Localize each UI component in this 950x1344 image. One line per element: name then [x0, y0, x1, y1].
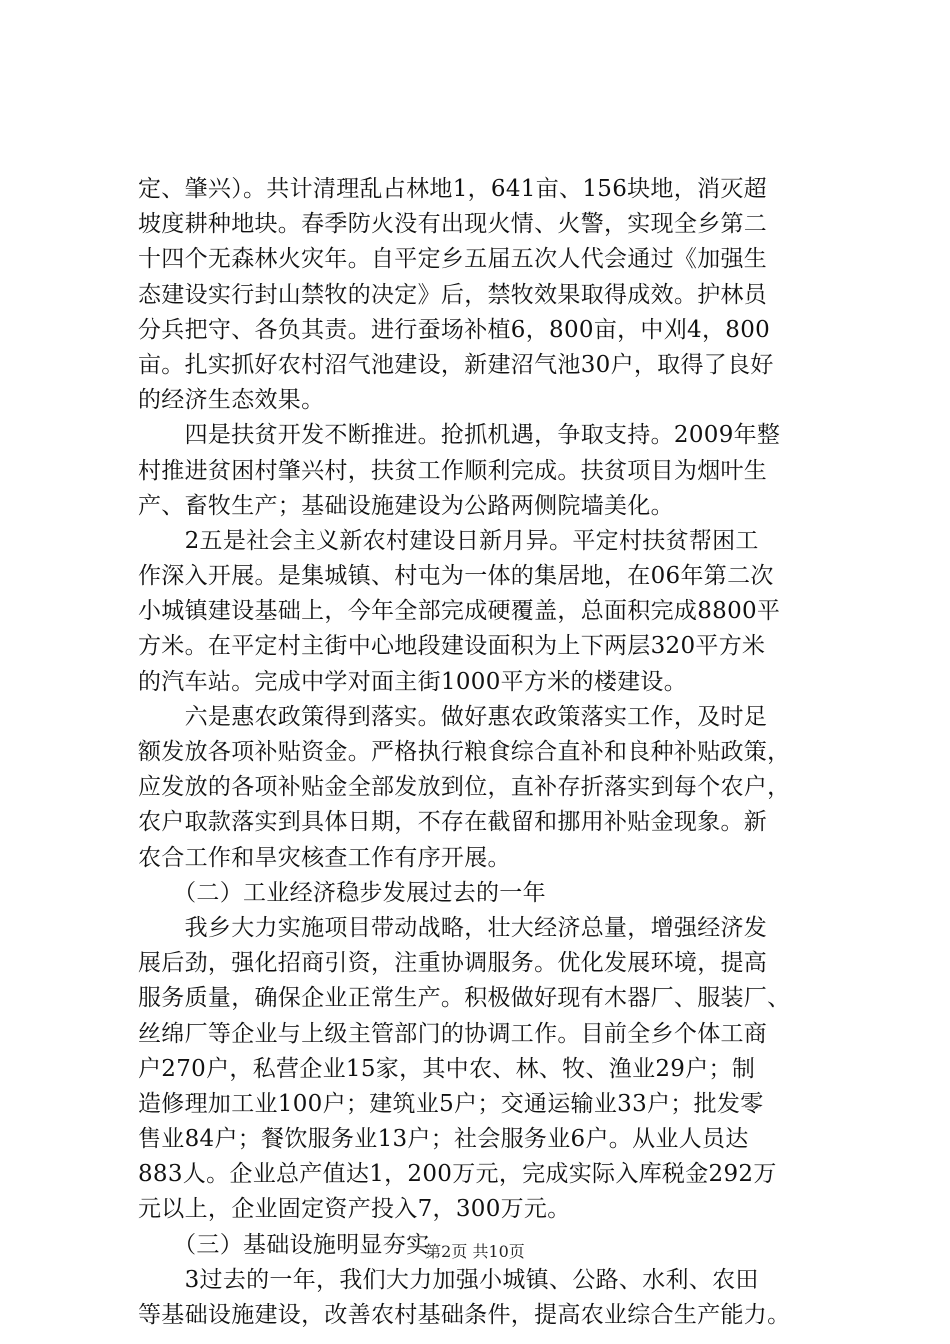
- text-line: 额发放各项补贴资金。严格执行粮食综合直补和良种补贴政策，: [138, 739, 791, 765]
- text-line: 态建设实行封山禁牧的决定》后，禁牧效果取得成效。护林员: [138, 281, 768, 308]
- text-line: 元以上，企业固定资产投入7，300万元。: [138, 1196, 571, 1223]
- text-line: 应发放的各项补贴金全部发放到位，直补存折落实到每个农户，: [138, 774, 791, 801]
- text-line: 农合工作和旱灾核查工作有序开展。: [138, 844, 511, 871]
- text-line: 服务质量，确保企业正常生产。积极做好现有木器厂、服装厂、: [138, 985, 791, 1012]
- text-line: 亩。扎实抓好农村沼气池建设，新建沼气池30户，取得了良好: [138, 351, 774, 378]
- text-line: 坡度耕种地块。春季防火没有出现火情、火警，实现全乡第二: [138, 211, 768, 238]
- text-line: 展后劲，强化招商引资，注重协调服务。优化发展环境，提高: [138, 950, 768, 977]
- text-line: 四是扶贫开发不断推进。抢抓机遇，争取支持。2009年整: [138, 422, 781, 449]
- text-line: 户270户，私营企业15家，其中农、林、牧、渔业29户；制: [138, 1055, 756, 1082]
- text-line: 造修理加工业100户；建筑业5户；交通运输业33户；批发零: [138, 1090, 764, 1117]
- text-line: 作深入开展。是集城镇、村屯为一体的集居地，在06年第二次: [138, 563, 774, 590]
- text-line: 售业84户；餐饮服务业13户；社会服务业6户。从业人员达: [138, 1126, 749, 1153]
- page-footer: 第2页 共10页: [425, 1242, 525, 1261]
- text-line: 分兵把守、各负其责。进行蚕场补植6，800亩，中刈4，800: [138, 316, 771, 343]
- text-line: 的经济生态效果。: [138, 387, 325, 414]
- text-line: 六是惠农政策得到落实。做好惠农政策落实工作，及时足: [138, 703, 768, 730]
- text-line: （三）基础设施明显夯实: [138, 1231, 430, 1258]
- text-line: 定、肇兴）。共计清理乱占林地1，641亩、156块地，消灭超: [138, 176, 767, 202]
- body-text: [138, 172, 838, 1333]
- text-line: 的汽车站。完成中学对面主街1000平方米的楼建设。: [138, 668, 688, 695]
- text-line: 产、畜牧生产；基础设施建设为公路两侧院墙美化。: [138, 492, 674, 519]
- text-line: 十四个无森林火灾年。自平定乡五届五次人代会通过《加强生: [138, 246, 768, 273]
- text-line: 村推进贫困村肇兴村，扶贫工作顺利完成。扶贫项目为烟叶生: [138, 457, 768, 484]
- text-line: 农户取款落实到具体日期，不存在截留和挪用补贴金现象。新: [138, 809, 768, 836]
- text-line: 2五是社会主义新农村建设日新月异。平定村扶贫帮困工: [138, 527, 759, 554]
- text-line: 我乡大力实施项目带动战略，壮大经济总量，增强经济发: [138, 914, 768, 941]
- text-line: 丝绵厂等企业与上级主管部门的协调工作。目前全乡个体工商: [138, 1020, 768, 1047]
- text-line: 小城镇建设基础上，今年全部完成硬覆盖，总面积完成8800平: [138, 598, 781, 625]
- text-line: （二）工业经济稳步发展过去的一年: [138, 879, 546, 906]
- text-line: 883人。企业总产值达1，200万元，完成实际入库税金292万: [138, 1161, 777, 1188]
- text-line: 等基础设施建设，改善农村基础条件，提高农业综合生产能力。: [138, 1302, 791, 1328]
- text-line: 3过去的一年，我们大力加强小城镇、公路、水利、农田: [138, 1266, 759, 1293]
- text-line: 方米。在平定村主街中心地段建设面积为上下两层320平方米: [138, 633, 766, 660]
